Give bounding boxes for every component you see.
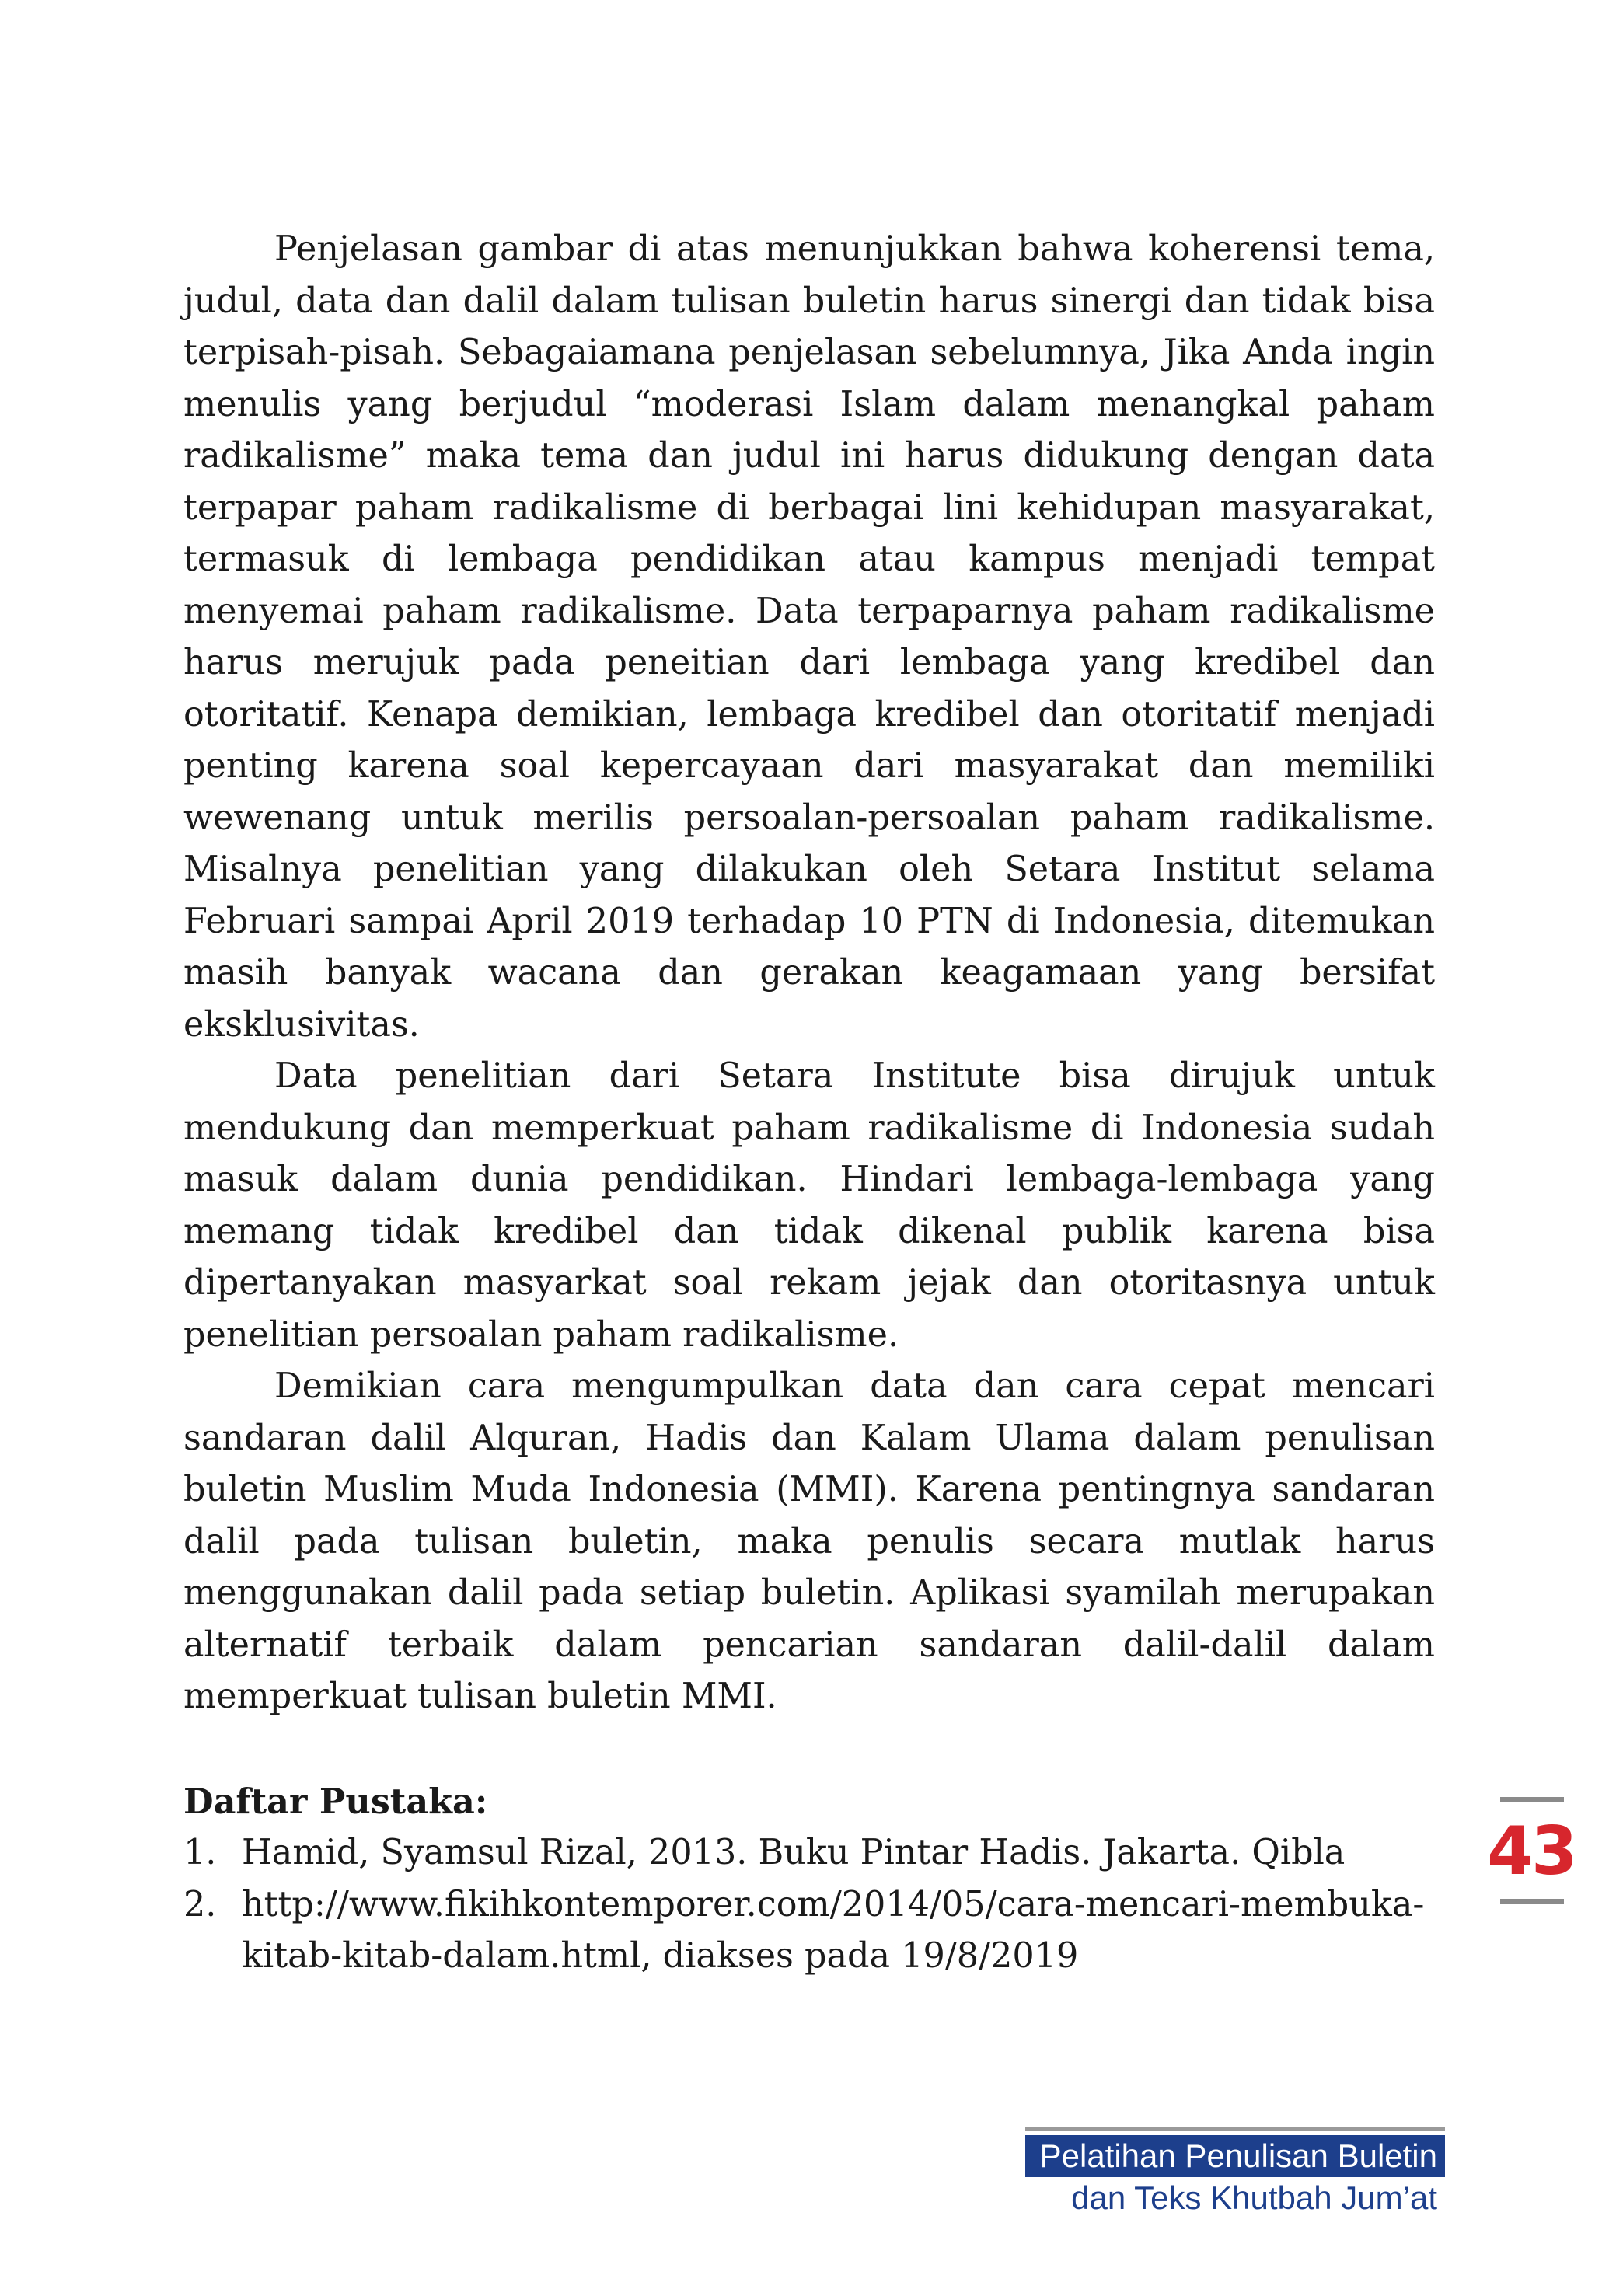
paragraph-3: Demikian cara mengumpulkan data dan cara cepat mencari sandaran dalil Alquran, Hadis dan Kalam Ulama dalam penulisan buletin Muslim Muda Indonesia (MMI). Karena pentingnya sandaran dalil pada tulisan buletin, maka penulis secara mutlak harus menggunakan dalil pada setiap buletin. Aplikasi syamilah merupakan alternatif terbaik dalam pencarian sandaran dalil-dalil dalam memperkuat tulisan buletin MMI. <box>183 1366 1435 1716</box>
reference-number: 1. <box>183 1833 217 1872</box>
footer-rule <box>1025 2127 1445 2131</box>
reference-link-text: http://www.fikihkontemporer.com/2014/05/cara-mencari-membuka-kitab-kitab-dalam.html, diakses pada 19/8/2019 <box>242 1884 1425 1976</box>
references-heading: Daftar Pustaka: <box>183 1781 488 1822</box>
page-number: 43 <box>1487 1813 1576 1890</box>
references-list <box>183 1827 1435 1983</box>
paragraph-2: Data penelitian dari Setara Institute bisa dirujuk untuk mendukung dan memperkuat paham radikalisme di Indonesia sudah masuk dalam dunia pendidikan. Hindari lembaga-lembaga yang memang tidak kredibel dan tidak dikenal publik karena bisa dipertanyakan masyarkat soal rekam jejak dan otoritasnya untuk penelitian persoalan paham radikalisme. <box>183 1056 1435 1355</box>
reference-item <box>183 1827 1435 1879</box>
page-number-block <box>1485 1797 1576 1904</box>
page-number-bottom-rule <box>1500 1899 1564 1904</box>
paragraph-1: Penjelasan gambar di atas menunjukkan bahwa koherensi tema, judul, data dan dalil dalam tulisan buletin harus sinergi dan tidak bisa terpisah-pisah. Sebagaiamana penjelasan sebelumnya, Jika Anda ingin menulis yang berjudul “moderasi Islam dalam menangkal paham radikalisme” maka tema dan judul ini harus didukung dengan data terpapar paham radikalisme di berbagai lini kehidupan masyarakat, termasuk di lembaga pendidikan atau kampus menjadi tempat menyemai paham radikalisme. Data terpaparnya paham radikalisme harus merujuk pada peneitian dari lembaga yang kredibel dan otoritatif. Kenapa demikian, lembaga kredibel dan otoritatif menjadi penting karena soal kepercayaan dari masyarakat dan memiliki wewenang untuk merilis persoalan-persoalan paham radikalisme. Misalnya penelitian yang dilakukan oleh Setara Institut selama Februari sampai April 2019 terhadap 10 PTN di Indonesia, ditemukan masih banyak wacana dan gerakan keagamaan yang bersifat eksklusivitas. <box>183 229 1435 1045</box>
page-body <box>183 224 1435 1983</box>
book-title-footer <box>1025 2127 1445 2219</box>
footer-title-line-1: Pelatihan Penulisan Buletin <box>1025 2135 1445 2177</box>
footer-title-line-2: dan Teks Khutbah Jum’at <box>1071 2179 1437 2216</box>
reference-item <box>183 1879 1435 1983</box>
page-number-top-rule <box>1500 1797 1564 1802</box>
reference-text: Hamid, Syamsul Rizal, 2013. Buku Pintar Hadis. Jakarta. Qibla <box>242 1833 1346 1872</box>
reference-number: 2. <box>183 1884 217 1924</box>
